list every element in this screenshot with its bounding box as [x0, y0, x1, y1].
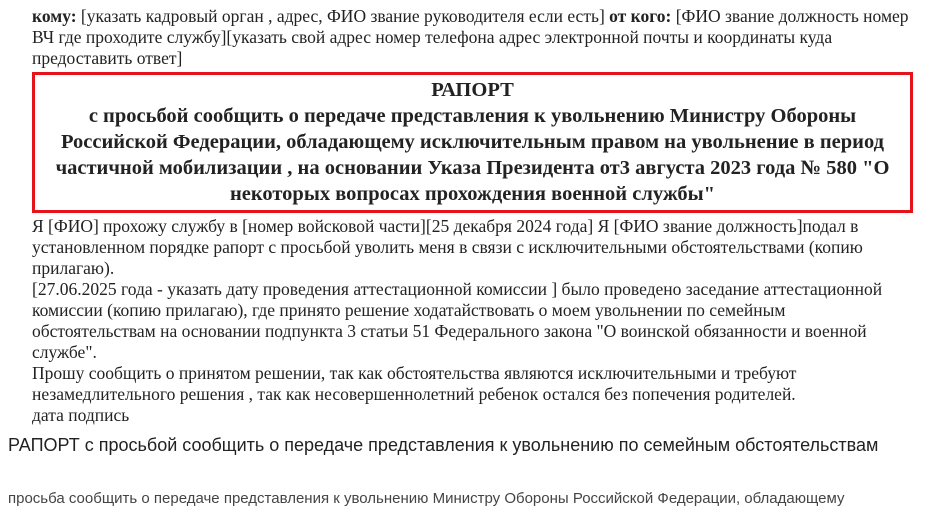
- to-text: [указать кадровый орган , адрес, ФИО звание руководителя если есть]: [76, 6, 610, 26]
- signature-line: дата подпись: [32, 405, 130, 425]
- from-label: от кого:: [609, 6, 672, 26]
- from-text: [ФИО звание должность номер ВЧ где проходите службу][указать свой адрес номер телефона адрес электронной почты и координаты куда предоставить ответ]: [32, 6, 909, 68]
- addressee-block: [0, 0, 925, 69]
- body-paragraph-1: Я [ФИО] прохожу службу в [номер войсковой части][25 декабря 2024 года] Я [ФИО звание должность]подал в установленном порядке рапорт с просьбой уволить меня в связи с исключительными обстоятельствами (копию прилагаю).: [32, 216, 863, 278]
- document-heading: РАПОРТ: [431, 79, 514, 101]
- article-heading[interactable]: РАПОРТ с просьбой сообщить о передаче представления к увольнению по семейным обстоятельствам: [8, 435, 879, 455]
- to-label: кому:: [32, 6, 77, 26]
- body-paragraph-3: Прошу сообщить о принятом решении, так как обстоятельства являются исключительными и требуют незамедлительного решения , так как несовершеннолетний ребенок остался без попечения родителей.: [32, 363, 797, 404]
- body-paragraph-2: [27.06.2025 года - указать дату проведения аттестационной комиссии ] было проведено заседание аттестационной комиссии (копию прилагаю), где принято решение ходатайствовать о моем увольнении по семейным обстоятельствам на основании подпункта 3 статьи 51 Федерального закона "О воинской обязанности и военной службе".: [32, 279, 883, 362]
- article-excerpt: просьба сообщить о передаче представления к увольнению Министру Обороны Российской Федерации, обладающему: [8, 490, 845, 507]
- highlighted-title-box: [32, 72, 913, 213]
- report-body: [0, 213, 925, 426]
- document-subheading: с просьбой сообщить о передаче представления к увольнению Министру Обороны Российской Федерации, обладающему исключительным правом на увольнение в период частичной мобилизации , на основании Указа Президента от3 августа 2023 года № 580 "О некоторых вопросах прохождения военной службы": [55, 105, 890, 205]
